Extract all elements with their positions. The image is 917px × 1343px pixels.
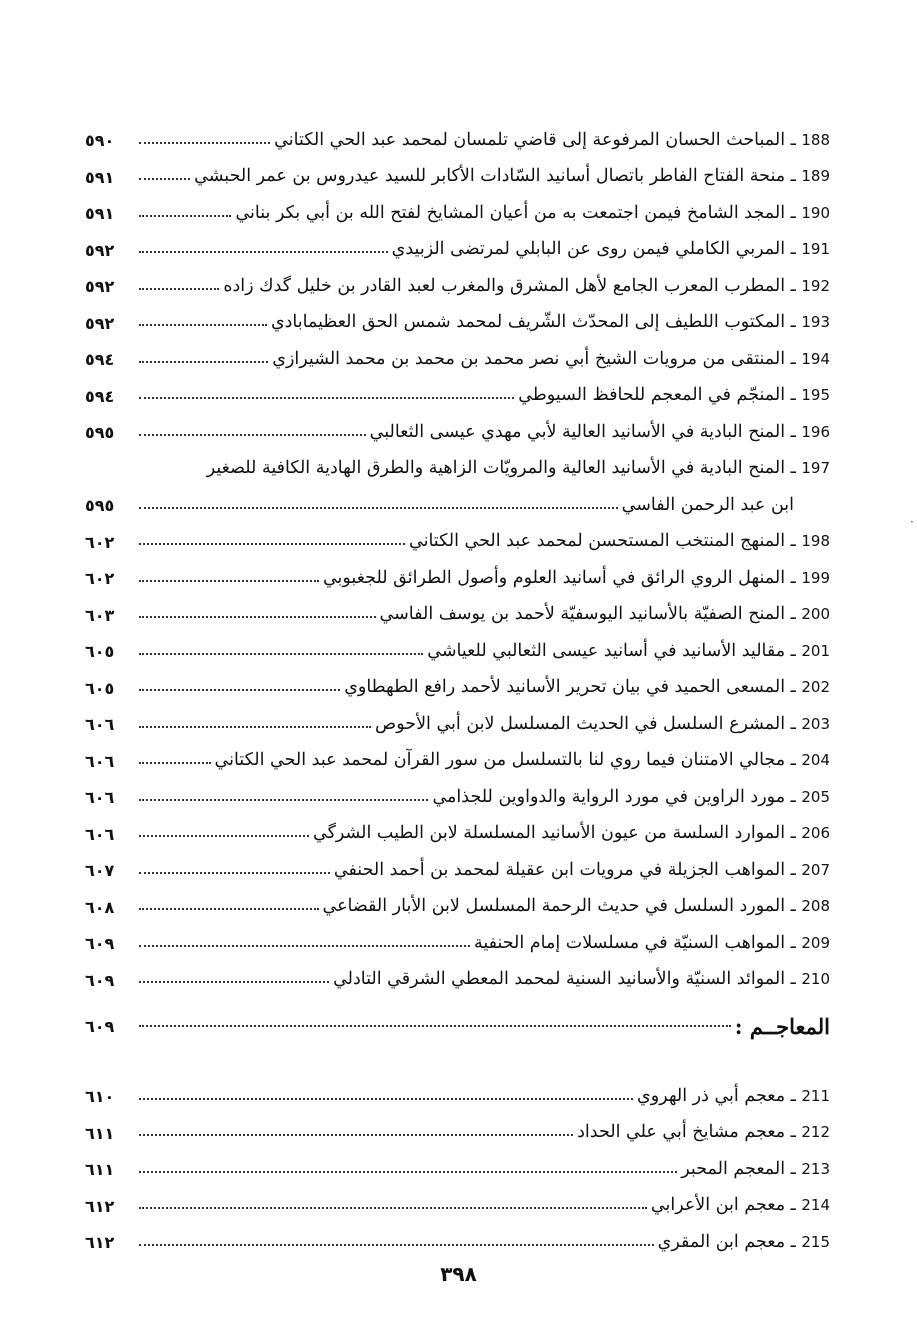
toc-entry: 205 ـ مورد الراوين في مورد الرواية والدواوين للجذامي ٦٠٦	[85, 786, 830, 808]
entry-number: 200	[801, 605, 830, 623]
toc-entry: 201 ـ مقاليد الأسانيد في أسانيد عيسى الثعالبي للعياشي ٦٠٥	[85, 640, 830, 662]
dot-leader	[139, 945, 470, 947]
dot-leader	[139, 616, 376, 618]
entry-title: المكتوب اللطيف إلى المحدّث الشّريف لمحمد شمس الحق العظيمابادي	[270, 312, 786, 332]
entry-number: 215	[801, 1232, 830, 1251]
entry-title: معجم أبي ذر الهروي	[637, 1085, 786, 1106]
entry-page: ٦٠٦	[85, 788, 115, 808]
toc-entry: 198 ـ المنهج المنتخب المستحسن لمحمد عبد الحي الكتاني ٦٠٢	[85, 531, 830, 552]
entry-number: 211	[801, 1086, 830, 1105]
entry-page: ٦٠٥	[85, 642, 115, 662]
entry-number: 197	[801, 459, 830, 477]
entry-title: المعجم المحبر	[681, 1158, 786, 1179]
toc-entry: 204 ـ مجالي الامتنان فيما روي لنا بالتسلسل من سور القرآن لمحمد عبد الحي الكتاني ٦٠٦	[85, 750, 830, 771]
entry-page: ٦٠٣	[85, 605, 115, 625]
entry-page: ٦٠٢	[85, 532, 115, 552]
entry-page: ٥٩٠	[85, 131, 115, 151]
section-page: ٦٠٩	[85, 1017, 115, 1037]
entry-number: 208	[801, 897, 830, 915]
entry-number: 209	[801, 933, 830, 952]
section-heading-mu'ajim	[85, 1002, 830, 1052]
dot-leader	[139, 251, 388, 253]
entry-title: المنهل الروي الرائق في أسانيد العلوم وأصول الطرائق للجغبوبي	[322, 567, 786, 588]
entry-title: المجد الشامخ فيمن اجتمعت به من أعيان المشايخ لفتح الله بن أبي بكر بناني	[235, 202, 786, 223]
entry-number: 204	[801, 751, 830, 769]
dot-leader	[139, 908, 319, 910]
toc-entry: 214 ـ معجم ابن الأعرابي ٦١٢	[85, 1195, 830, 1216]
toc-entry: 209 ـ المواهب السنيّة في مسلسلات إمام الحنفية ٦٠٩	[85, 932, 830, 954]
entry-number: 210	[801, 970, 830, 988]
entry-title: المسعى الحميد في بيان تحرير الأسانيد لأحمد رافع الطهطاوي	[344, 677, 786, 697]
entry-title: المشرع السلسل في الحديث المسلسل لابن أبي الأحوص	[375, 713, 786, 734]
entry-title: المنح الصفيّة بالأسانيد اليوسفيّة لأحمد بن يوسف الفاسي	[379, 604, 786, 624]
toc-entry: 190 ـ المجد الشامخ فيمن اجتمعت به من أعيان المشايخ لفتح الله بن أبي بكر بناني ٥٩١	[85, 202, 830, 224]
dot-leader	[139, 288, 219, 290]
entry-page: ٦١١	[85, 1123, 115, 1143]
toc-entry: 192 ـ المطرب المعرب الجامع لأهل المشرق والمغرب لعبد القادر بن خليل گدك زاده ٥٩٢	[85, 275, 830, 297]
dot-leader	[139, 1207, 647, 1209]
entry-title: المورد السلسل في حديث الرحمة المسلسل لابن الأبار القضاعي	[322, 896, 786, 916]
dot-leader	[139, 872, 330, 874]
dot-leader	[139, 726, 371, 728]
dot-leader	[139, 1171, 677, 1173]
entry-page: ٦٠٦	[85, 751, 115, 771]
entry-number: 191	[801, 240, 830, 258]
entry-title: مقاليد الأسانيد في أسانيد عيسى الثعالبي للعياشي	[427, 640, 786, 661]
table-of-contents	[85, 114, 830, 1253]
page-number: ٣٩٨	[440, 1262, 477, 1286]
entry-number: 192	[801, 276, 830, 295]
dot-leader	[139, 1134, 573, 1136]
toc-entry: 211 ـ معجم أبي ذر الهروي ٦١٠	[85, 1085, 830, 1107]
toc-entry-197-line2	[85, 479, 830, 516]
entry-page: ٦١٢	[85, 1233, 115, 1253]
dot-leader	[139, 215, 231, 217]
dot-leader	[139, 762, 211, 764]
entry-number: 195	[801, 386, 830, 404]
entry-number: 203	[801, 714, 830, 733]
toc-entry: 195 ـ المنجّم في المعجم للحافظ السيوطي ٥٩٤	[85, 385, 830, 406]
toc-entry: 212 ـ معجم مشايخ أبي علي الحداد ٦١١	[85, 1122, 830, 1143]
entry-number: 202	[801, 678, 830, 696]
entry-number: 201	[801, 641, 830, 660]
dot-leader	[139, 1098, 633, 1100]
entry-page: ٦١٢	[85, 1196, 115, 1216]
entry-page: ٦٠٢	[85, 569, 115, 589]
toc-entry: 206 ـ الموارد السلسة من عيون الأسانيد المسلسلة لابن الطيب الشرگي ٦٠٦	[85, 823, 830, 844]
entry-title: الموائد السنيّة والأسانيد السنية لمحمد المعطي الشرقي التادلي	[333, 969, 786, 989]
entry-page: ٥٩٤	[85, 350, 115, 370]
dot-leader	[139, 580, 319, 582]
entry-number: 199	[801, 568, 830, 587]
toc-entry: 207 ـ المواهب الجزيلة في مرويات ابن عقيلة لمحمد بن أحمد الحنفي ٦٠٧	[85, 859, 830, 881]
entry-page: ٥٩١	[85, 204, 115, 224]
dot-leader	[139, 507, 618, 509]
toc-entry: 200 ـ المنح الصفيّة بالأسانيد اليوسفيّة لأحمد بن يوسف الفاسي ٦٠٣	[85, 604, 830, 625]
dot-leader	[139, 835, 309, 837]
entry-page: ٦١١	[85, 1160, 115, 1180]
entry-page: ٦٠٥	[85, 678, 115, 698]
section-title: المعاجــم :	[734, 1014, 830, 1040]
toc-entry: 199 ـ المنهل الروي الرائق في أسانيد العلوم وأصول الطرائق للجغبوبي ٦٠٢	[85, 567, 830, 589]
entry-number: 194	[801, 349, 830, 368]
entry-page: ٦٠٩	[85, 934, 115, 954]
entry-number: 188	[801, 130, 830, 149]
entry-number: 193	[801, 313, 830, 331]
entry-number: 198	[801, 532, 830, 550]
entry-page: ٥٩٤	[85, 386, 115, 406]
toc-entry: 196 ـ المنح البادية في الأسانيد العالية لأبي مهدي عيسى الثعالبي ٥٩٥	[85, 421, 830, 443]
entry-title: مجالي الامتنان فيما روي لنا بالتسلسل من سور القرآن لمحمد عبد الحي الكتاني	[214, 750, 786, 770]
entry-title: المنتقى من مرويات الشيخ أبي نصر محمد بن محمد بن محمد الشيرازي	[272, 348, 786, 369]
entry-title-continuation: ابن عبد الرحمن الفاسي	[621, 494, 794, 515]
dot-leader	[139, 361, 268, 363]
dot-leader	[139, 178, 190, 180]
entry-title: المطرب المعرب الجامع لأهل المشرق والمغرب لعبد القادر بن خليل گدك زاده	[223, 275, 786, 296]
entry-number: 190	[801, 203, 830, 222]
toc-entry: 215 ـ معجم ابن المقري ٦١٢	[85, 1231, 830, 1253]
entry-page: ٦٠٦	[85, 715, 115, 735]
entry-title: المنهج المنتخب المستحسن لمحمد عبد الحي الكتاني	[409, 531, 786, 551]
dot-leader	[139, 799, 428, 801]
dot-leader	[139, 543, 405, 545]
entry-title: المنجّم في المعجم للحافظ السيوطي	[518, 385, 786, 405]
entry-number: 189	[801, 167, 830, 185]
dot-leader	[139, 1025, 731, 1027]
entry-number: 196	[801, 422, 830, 441]
entry-number: 207	[801, 860, 830, 879]
dot-leader	[139, 324, 267, 326]
dot-leader	[139, 1244, 654, 1246]
entries-group-3	[85, 1070, 830, 1253]
entry-number: 214	[801, 1196, 830, 1214]
entry-title: مورد الراوين في مورد الرواية والدواوين للجذامي	[432, 786, 786, 807]
entry-page: ٥٩٢	[85, 240, 115, 260]
toc-entry: 194 ـ المنتقى من مرويات الشيخ أبي نصر محمد بن محمد بن محمد الشيرازي ٥٩٤	[85, 348, 830, 370]
entry-page: ٦٠٦	[85, 824, 115, 844]
entry-title: منحة الفتاح الفاطر باتصال أسانيد السّادات الأكابر للسيد عيدروس بن عمر الحبشي	[194, 166, 786, 186]
entry-page: ٥٩٥	[85, 423, 115, 443]
entry-page: ٥٩٥	[85, 496, 115, 516]
entry-number: 206	[801, 824, 830, 842]
entry-title: المنح البادية في الأسانيد العالية لأبي مهدي عيسى الثعالبي	[369, 421, 786, 442]
entry-title: الموارد السلسة من عيون الأسانيد المسلسلة لابن الطيب الشرگي	[312, 823, 786, 843]
dot-leader	[139, 142, 270, 144]
entries-group-1	[85, 114, 830, 443]
entry-title: المواهب الجزيلة في مرويات ابن عقيلة لمحمد بن أحمد الحنفي	[333, 859, 786, 880]
entry-title: المواهب السنيّة في مسلسلات إمام الحنفية	[473, 932, 786, 953]
toc-entry: 213 ـ المعجم المحبر ٦١١	[85, 1158, 830, 1180]
entry-page: ٥٩٢	[85, 277, 115, 297]
dot-leader	[139, 397, 514, 399]
toc-entry: 208 ـ المورد السلسل في حديث الرحمة المسلسل لابن الأبار القضاعي ٦٠٨	[85, 896, 830, 917]
entry-number: 212	[801, 1123, 830, 1141]
toc-entry: 191 ـ المربي الكاملي فيمن روى عن البابلي لمرتضى الزبيدي ٥٩٢	[85, 239, 830, 260]
entry-page: ٥٩٢	[85, 313, 115, 333]
toc-entry: 210 ـ الموائد السنيّة والأسانيد السنية لمحمد المعطي الشرقي التادلي ٦٠٩	[85, 969, 830, 990]
toc-entry-197-line1: 197 ـ المنح البادية في الأسانيد العالية والمرويّات الزاهية والطرق الهادية الكافية للصغير	[206, 458, 830, 478]
entry-number: 205	[801, 787, 830, 806]
entry-title: معجم ابن المقري	[657, 1231, 786, 1252]
entry-title: المباحث الحسان المرفوعة إلى قاضي تلمسان لمحمد عبد الحي الكتاني	[274, 129, 786, 150]
toc-entry: 188 ـ المباحث الحسان المرفوعة إلى قاضي تلمسان لمحمد عبد الحي الكتاني ٥٩٠	[85, 129, 830, 151]
entry-page: ٦٠٧	[85, 861, 115, 881]
toc-entry: 202 ـ المسعى الحميد في بيان تحرير الأسانيد لأحمد رافع الطهطاوي ٦٠٥	[85, 677, 830, 698]
toc-entry: 193 ـ المكتوب اللطيف إلى المحدّث الشّريف لمحمد شمس الحق العظيمابادي ٥٩٢	[85, 312, 830, 333]
dot-leader	[139, 689, 340, 691]
dot-leader	[139, 434, 366, 436]
entry-page: ٦١٠	[85, 1087, 115, 1107]
entry-title: المنح البادية في الأسانيد العالية والمرويّات الزاهية والطرق الهادية الكافية للصغير	[206, 458, 786, 478]
entry-page: ٥٩١	[85, 167, 115, 187]
entry-title: معجم ابن الأعرابي	[650, 1195, 786, 1215]
dot-leader	[139, 653, 423, 655]
toc-entry: 189 ـ منحة الفتاح الفاطر باتصال أسانيد السّادات الأكابر للسيد عيدروس بن عمر الحبشي ٥٩١	[85, 166, 830, 187]
entry-number: 213	[801, 1159, 830, 1178]
toc-entry: 203 ـ المشرع السلسل في الحديث المسلسل لابن أبي الأحوص ٦٠٦	[85, 713, 830, 735]
entry-title: معجم مشايخ أبي علي الحداد	[577, 1122, 786, 1142]
dot-leader	[139, 981, 329, 983]
entry-page: ٦٠٨	[85, 897, 115, 917]
entry-title: المربي الكاملي فيمن روى عن البابلي لمرتضى الزبيدي	[391, 239, 786, 259]
entry-page: ٦٠٩	[85, 970, 115, 990]
entries-group-2	[85, 516, 830, 991]
